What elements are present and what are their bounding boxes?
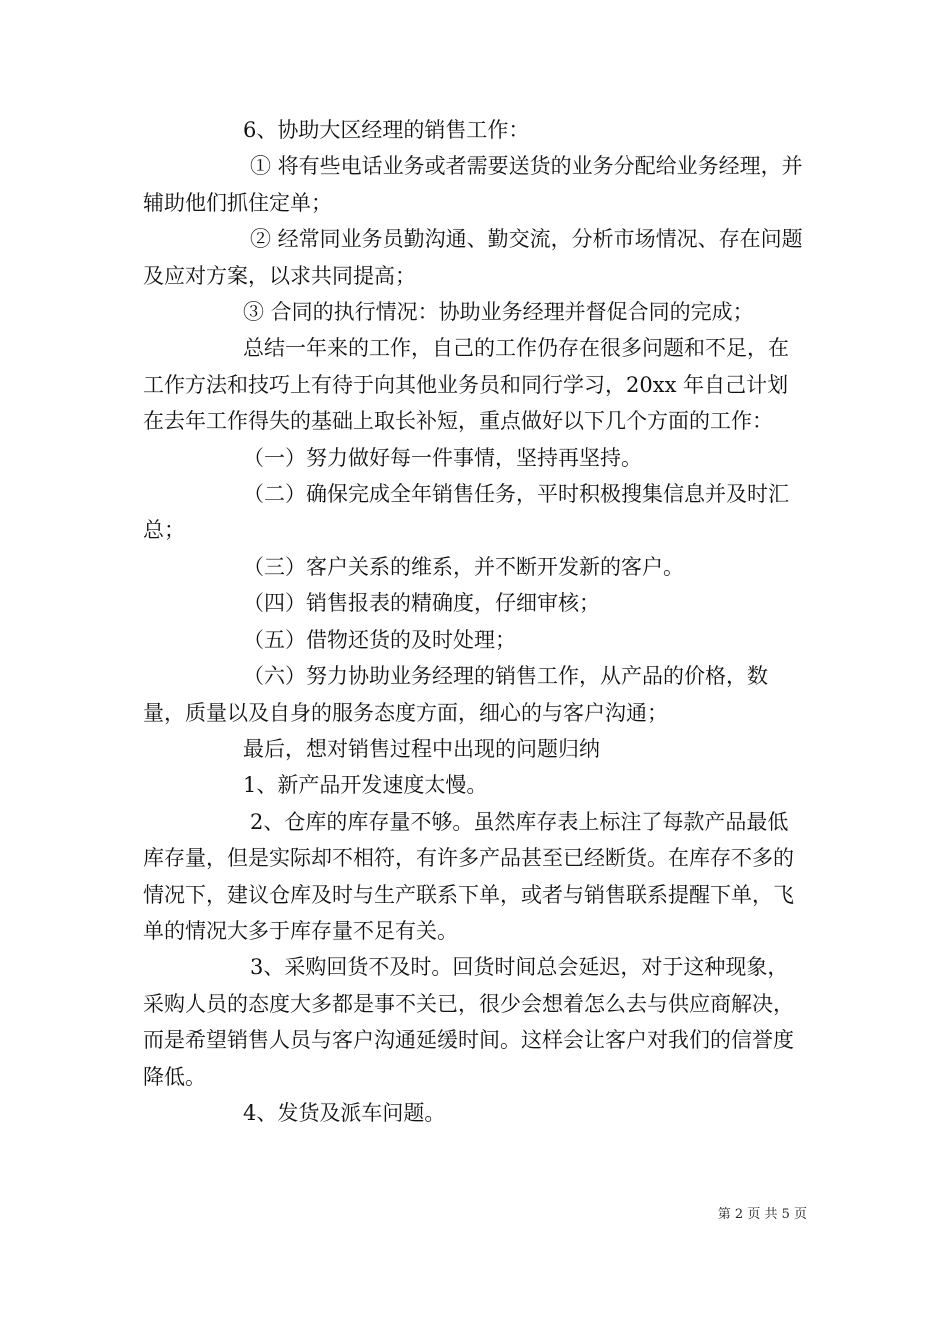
- paragraph: ① 将有些电话业务或者需要送货的业务分配给业务经理，并辅助他们抓住定单；: [143, 154, 803, 215]
- paragraph: 1、新产品开发速度太慢。: [243, 773, 488, 798]
- page-number: 第 2 页 共 5 页: [717, 1207, 807, 1222]
- paragraph: （六）努力协助业务经理的销售工作，从产品的价格，数量，质量以及自身的服务态度方面，细心的与客户沟通；: [143, 664, 768, 725]
- document-body: [143, 112, 808, 1131]
- paragraph: 3、采购回货不及时。回货时间总会延迟，对于这种现象，采购人员的态度大多都是事不关已，很少会想着怎么去与供应商解决，而是希望销售人员与客户沟通延缓时间。这样会让客户对我们的信誉度降低。: [143, 955, 794, 1089]
- paragraph: （二）确保完成全年销售任务，平时积极搜集信息并及时汇总；: [143, 482, 789, 543]
- paragraph: （四）销售报表的精确度，仔细审核；: [243, 591, 600, 616]
- paragraph: ② 经常同业务员勤沟通、勤交流，分析市场情况、存在问题及应对方案，以求共同提高；: [143, 227, 803, 288]
- paragraph: 最后，想对销售过程中出现的问题归纳: [243, 736, 600, 761]
- paragraph: 6、协助大区经理的销售工作：: [243, 118, 530, 142]
- paragraph: （五）借物还货的及时处理；: [243, 627, 516, 652]
- paragraph: ③ 合同的执行情况：协助业务经理并督促合同的完成；: [243, 300, 754, 325]
- paragraph: 4、发货及派车问题。: [243, 1100, 446, 1125]
- paragraph: 总结一年来的工作，自己的工作仍存在很多问题和不足，在工作方法和技巧上有待于向其他业务员和同行学习，20xx 年自己计划在去年工作得失的基础上取长补短，重点做好以下几个方面的工作：: [143, 336, 789, 434]
- paragraph: （三）客户关系的维系，并不断开发新的客户。: [243, 554, 684, 579]
- paragraph: （一）努力做好每一件事情，坚持再坚持。: [243, 445, 642, 470]
- paragraph: 2、仓库的库存量不够。虽然库存表上标注了每款产品最低库存量，但是实际却不相符，有许多产品甚至已经断货。在库存不多的情况下，建议仓库及时与生产联系下单，或者与销售联系提醒下单，飞单的情况大多于库存量不足有关。: [143, 809, 794, 943]
